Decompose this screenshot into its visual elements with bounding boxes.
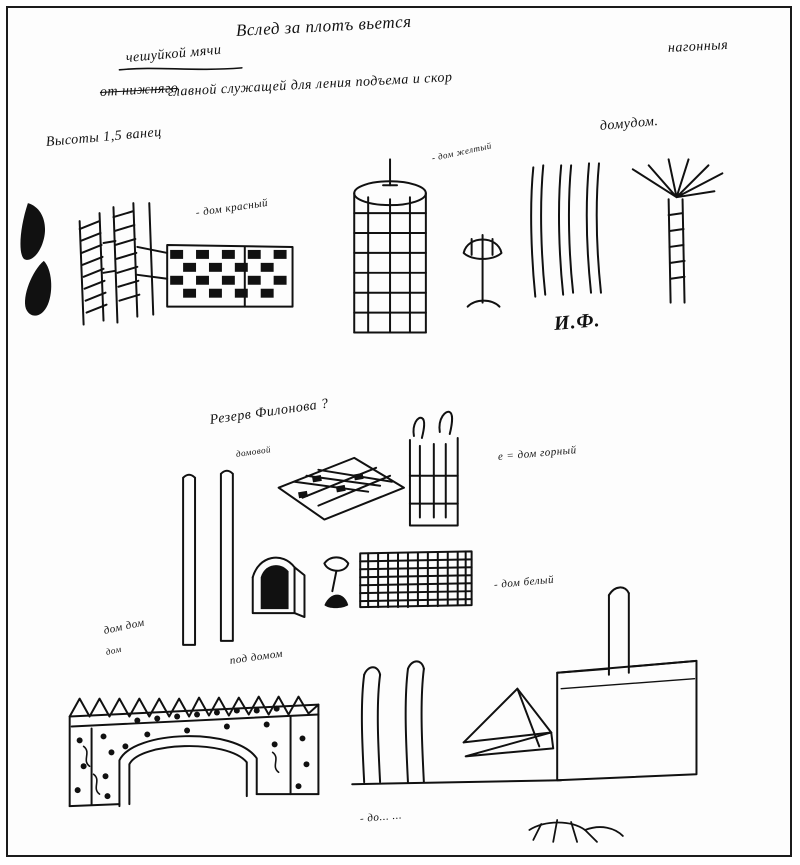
ladder-tower-figure [80, 203, 168, 324]
mesh-panel-figure [360, 551, 471, 607]
box-with-chimney-figure [557, 587, 696, 780]
cylinder-silo-figure [354, 159, 426, 332]
signature: И.Ф. [552, 308, 602, 335]
label-e-dom-gornyy: е = дом горный [497, 444, 578, 463]
heading-line-3: главной служащей для ления подъема и скор [167, 70, 453, 100]
label-rezerv-filonova: Резерв Филонова ? [208, 396, 330, 428]
palm-burst-figure [633, 159, 723, 302]
heading-right-1: нагонныя [667, 37, 729, 56]
heading-line-3-struck: от нижняго [99, 80, 179, 100]
tilted-grid-plane-figure [279, 458, 404, 520]
checkered-block-figure [167, 245, 292, 307]
label-dom-zheltiy: - дом желтый [430, 140, 493, 163]
arch-gate-figure [253, 558, 305, 617]
manuscript-sheet [6, 6, 792, 857]
heading-line-4-right: домудом. [599, 113, 659, 134]
spider-sketch-figure [529, 820, 623, 842]
label-dom-nizhniy: - до... ... [359, 809, 403, 825]
label-dom-beliy: - дом белый [493, 573, 555, 591]
heading-line-1: Вслед за плотъ вьется [235, 11, 412, 40]
two-columns-figure [183, 471, 233, 645]
three-posts-figure [531, 163, 601, 296]
mushroom-lamp-figure [464, 235, 502, 307]
propeller-blade-figure [20, 203, 51, 315]
twin-loops-figure [352, 661, 561, 784]
label-bottom-left: дом [104, 643, 123, 657]
triangle-prism-figure [464, 689, 554, 757]
subheading-left: Высоты 1,5 ванец [45, 124, 163, 150]
label-dom-dom: дом дом [102, 616, 146, 637]
label-pod-domom: под домом [229, 647, 284, 667]
fork-pillar-figure [410, 412, 458, 526]
ornamented-bridge-figure [70, 697, 319, 806]
heading-line-2: чешуйкой мячи [125, 42, 223, 66]
label-domovoy: домовой [235, 444, 272, 459]
goblet-figure [324, 557, 348, 608]
label-dom-krasniy: - дом красный [195, 196, 269, 219]
